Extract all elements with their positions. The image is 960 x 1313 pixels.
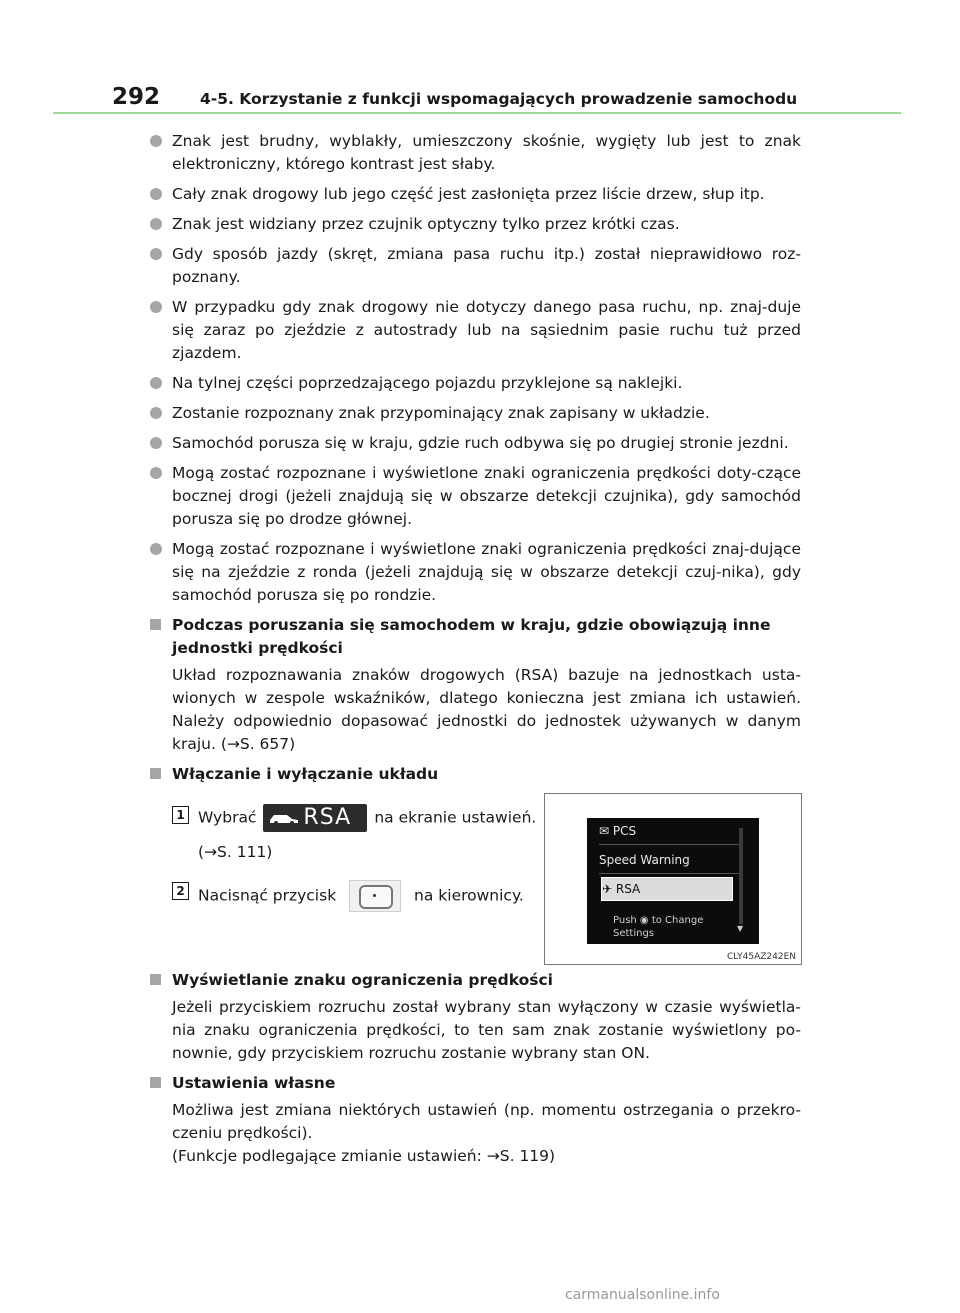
list-item: W przypadku gdy znak drogowy nie dotyczy danego pasa ruchu, np. znaj-duje się zaraz po zjeździe z autostrady lub na sąsiednim pasie ruchu tuż przed zjazdem.: [150, 296, 801, 365]
list-item: Mogą zostać rozpoznane i wyświetlone znaki ograniczenia prędkości znaj-dujące się na zjeździe z ronda (jeżeli znajdują się w obszarze detekcji czuj-nika), gdy samochód porusza się po rondzie.: [150, 538, 801, 607]
multi-info-display: [587, 818, 759, 944]
section-body: Jeżeli przyciskiem rozruchu został wybrany stan wyłączony w czasie wyświetla-nia znaku ograniczenia prędkości, to ten sam znak zostanie wyświetlony po-nownie, gdy przyciskiem rozruchu zostanie wybrany stan ON.: [172, 998, 801, 1062]
bullet-dot-icon: [150, 188, 162, 200]
steering-button-icon: [349, 880, 401, 912]
list-item: Cały znak drogowy lub jego część jest zasłonięta przez liście drzew, słup itp.: [150, 183, 801, 206]
settings-screen-figure: [544, 793, 802, 965]
chevron-down-icon: ▼: [737, 924, 744, 933]
bullet-list: [150, 130, 801, 607]
bullet-dot-icon: [150, 135, 162, 147]
list-item: Mogą zostać rozpoznane i wyświetlone znaki ograniczenia prędkości doty-czące bocznej drogi (jeżeli znajdują się w obszarze detekcji czujnika), gdy samochód porusza się po drodze głównej.: [150, 462, 801, 531]
section-units: [150, 614, 801, 756]
section-heading: Wyświetlanie znaku ograniczenia prędkości: [172, 971, 553, 989]
bullet-dot-icon: [150, 218, 162, 230]
step-number: 1: [172, 806, 189, 824]
menu-item-pcs: ✉ PCS: [599, 824, 637, 838]
section-title: 4-5. Korzystanie z funkcji wspomagających prowadzenie samochodu: [200, 90, 798, 108]
list-item: Na tylnej części poprzedzającego pojazdu przyklejone są naklejki.: [150, 372, 801, 395]
bullet-dot-icon: [150, 377, 162, 389]
page-number: 292: [112, 84, 161, 110]
section-heading: Podczas poruszania się samochodem w kraju, gdzie obowiązują inne jednostki prędkości: [172, 616, 771, 657]
list-item: Znak jest widziany przez czujnik optyczny tylko przez krótki czas.: [150, 213, 801, 236]
steps: 1 Wybrać RSA na ekranie ustawień. (→S. 111) 2 Nacisnąć przycisk na kierownicy.: [172, 786, 801, 962]
rsa-car-icon: [269, 811, 299, 824]
section-body: Układ rozpoznawania znaków drogowych (RSA) bazuje na jednostkach usta-wionych w zespole wskaźników, dlatego konieczna jest zmiana ich ustawień. Należy odpowiednio dopasować jednostki do jednostek używanych w danym kraju. (→S. 657): [172, 666, 801, 753]
section-square-icon: [150, 768, 161, 779]
bullet-dot-icon: [150, 543, 162, 555]
bullet-dot-icon: [150, 407, 162, 419]
list-item: Gdy sposób jazdy (skręt, zmiana pasa ruchu itp.) został nieprawidłowo roz-poznany.: [150, 243, 801, 289]
menu-item-rsa: ✈ RSA: [601, 877, 733, 901]
list-item: Zostanie rozpoznany znak przypominający znak zapisany w układzie.: [150, 402, 801, 425]
figure-code: CLY45AZ242EN: [727, 952, 796, 962]
section-custom: [150, 1072, 801, 1168]
bullet-dot-icon: [150, 437, 162, 449]
page-header: [112, 84, 902, 114]
hint-text: Push ◉ to Change Settings: [613, 915, 704, 939]
watermark: carmanualsonline.info: [565, 1287, 720, 1303]
list-item: Samochód porusza się w kraju, gdzie ruch odbywa się po drugiej stronie jezdni.: [150, 432, 801, 455]
section-body: Możliwa jest zmiana niektórych ustawień (np. momentu ostrzegania o przekro-czeniu prędkości). (Funkcje podlegające zmianie ustawień: →S. 119): [172, 1101, 801, 1165]
list-item: Znak jest brudny, wyblakły, umieszczony skośnie, wygięty lub jest to znak elektroniczny, którego kontrast jest słaby.: [150, 130, 801, 176]
bullet-dot-icon: [150, 248, 162, 260]
section-square-icon: [150, 974, 161, 985]
section-square-icon: [150, 1077, 161, 1088]
header-rule: [53, 112, 901, 114]
bullet-dot-icon: [150, 301, 162, 313]
rsa-menu-icon: RSA: [263, 804, 367, 832]
scrollbar: [739, 828, 743, 924]
section-square-icon: [150, 619, 161, 630]
section-heading: Włączanie i wyłączanie układu: [172, 765, 439, 783]
section-display: [150, 969, 801, 1065]
bullet-dot-icon: [150, 467, 162, 479]
section-heading: Ustawienia własne: [172, 1074, 336, 1092]
menu-item-speed-warning: Speed Warning: [599, 853, 690, 867]
page-content: [150, 130, 801, 1175]
step-number: 2: [172, 882, 189, 900]
